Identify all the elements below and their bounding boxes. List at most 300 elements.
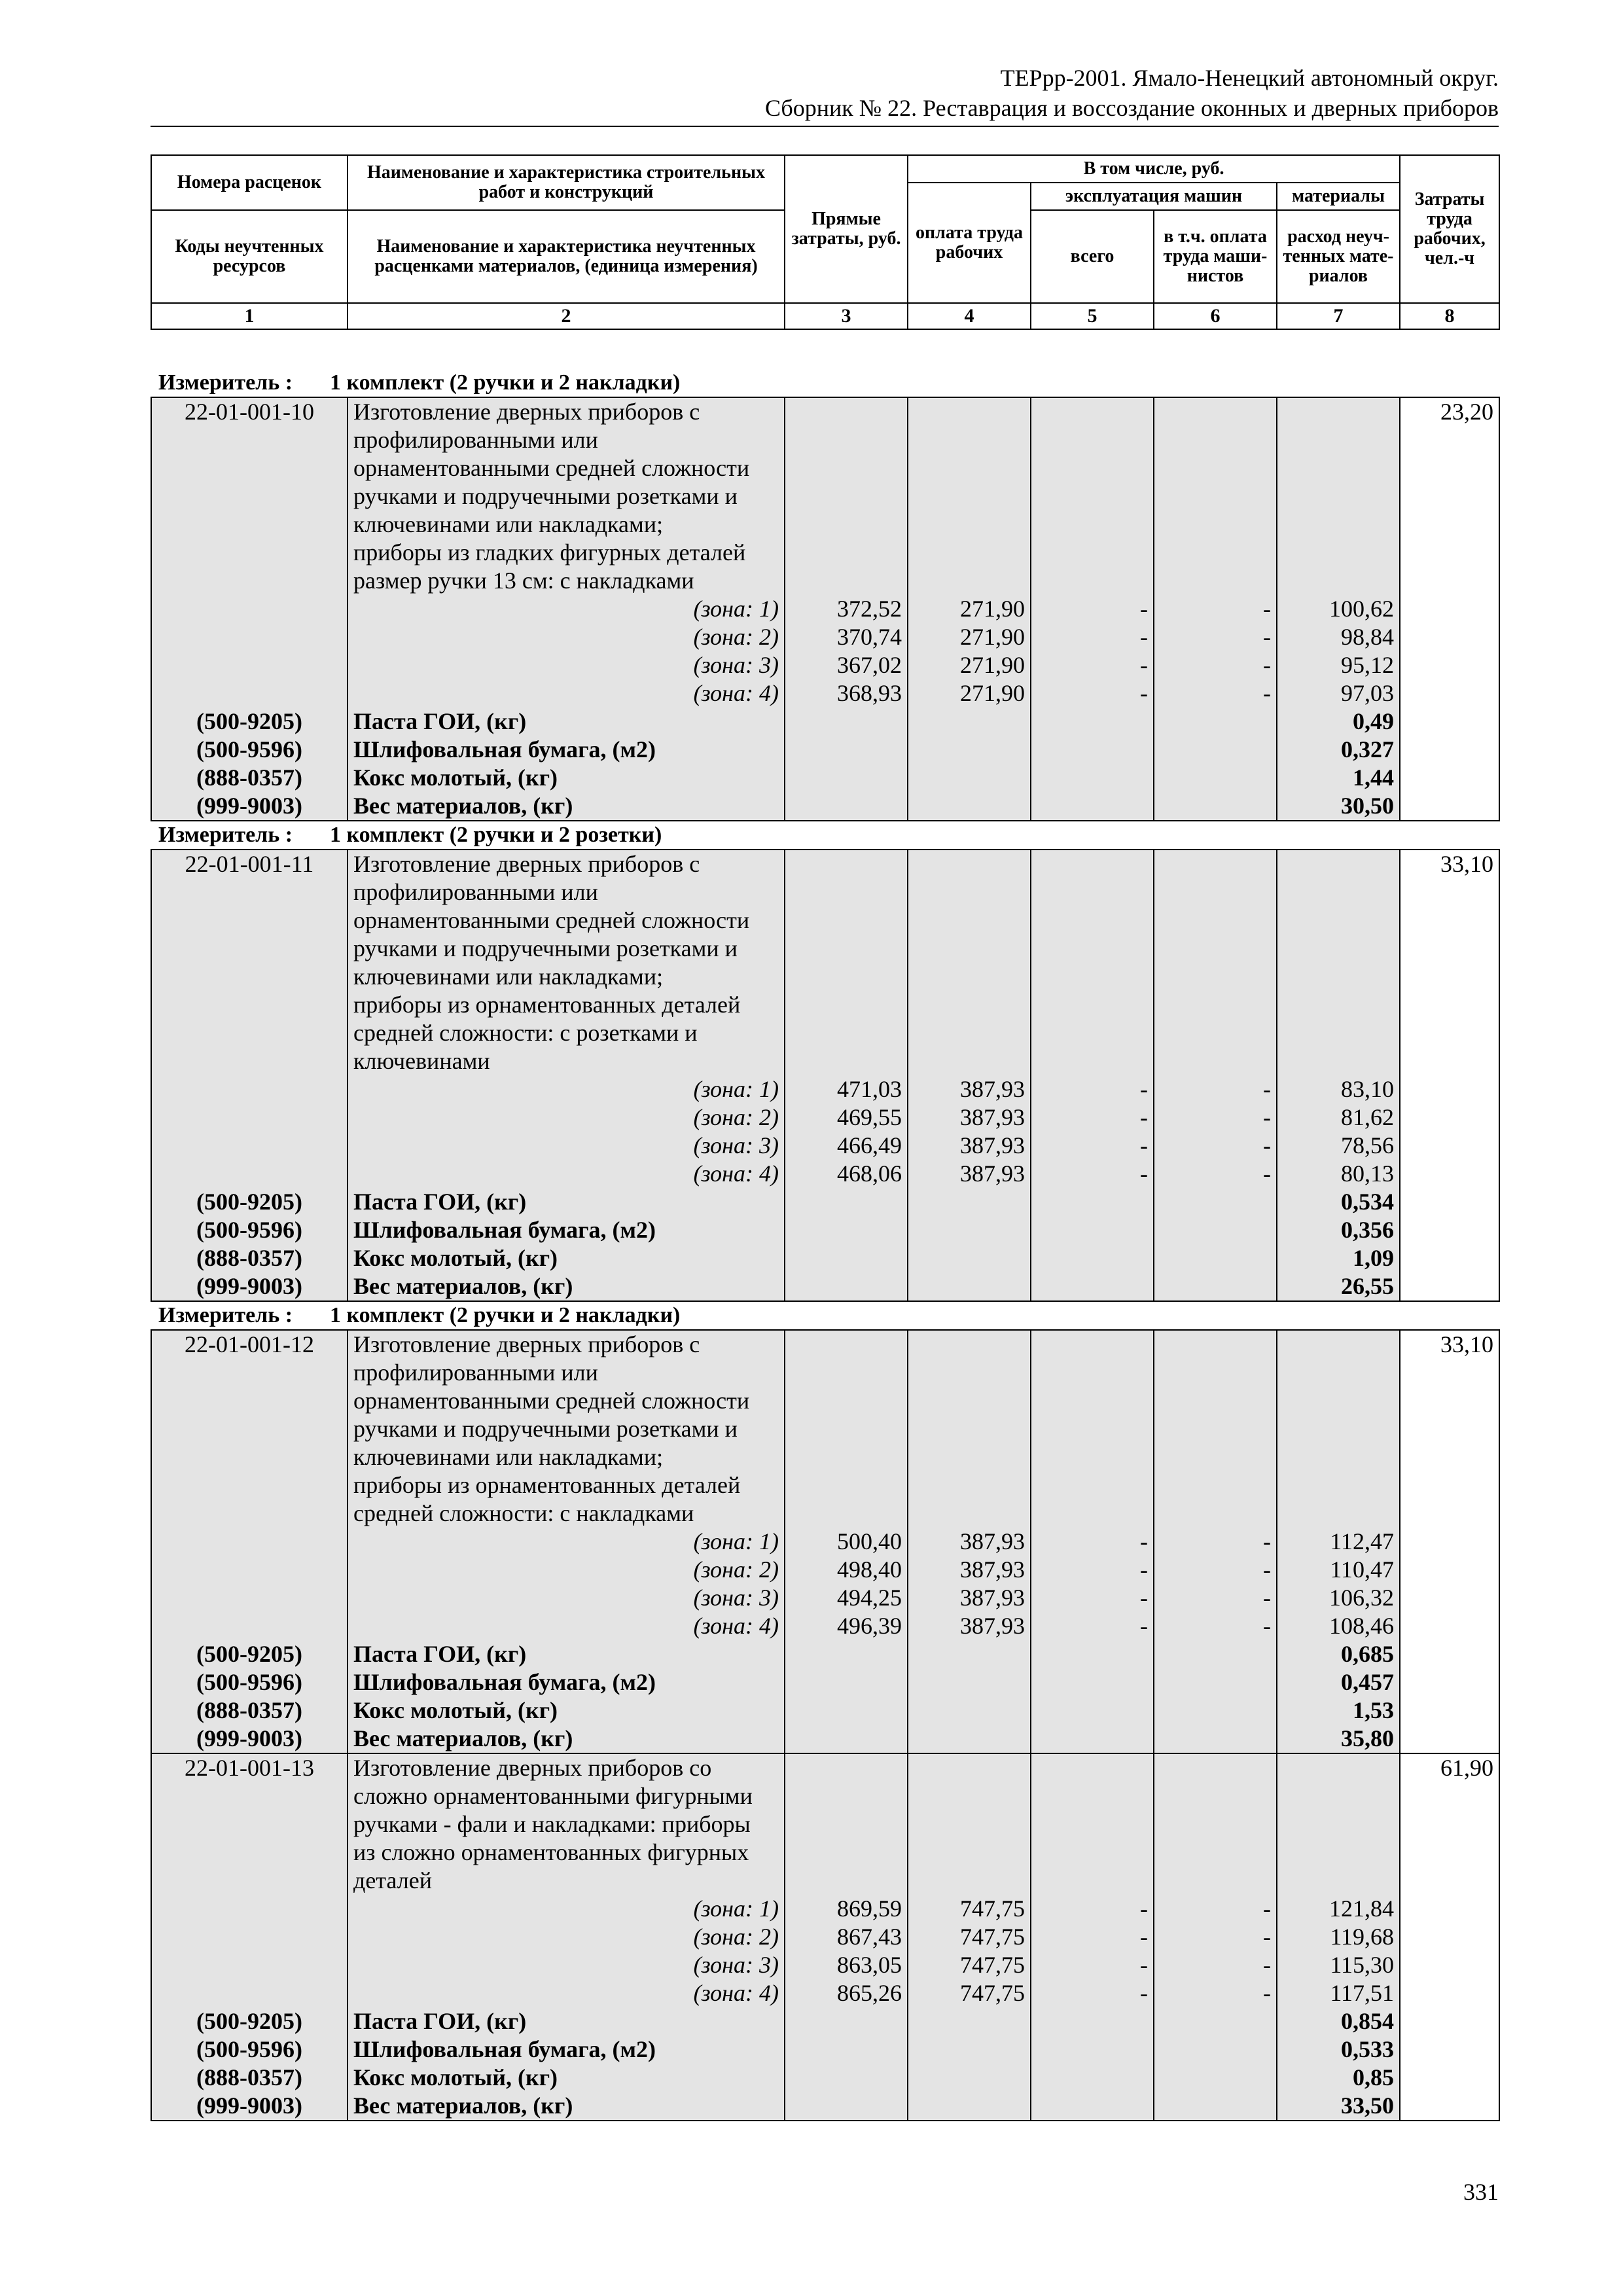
materials-value: 115,30 xyxy=(1330,1952,1394,1978)
rate-description-line: профилированными или xyxy=(353,879,598,905)
machinist-wages-value: - xyxy=(1263,1104,1271,1130)
resource-code: (500-9205) xyxy=(196,1641,302,1667)
machinist-wages-value: - xyxy=(1263,1556,1271,1583)
machinist-wages-value: - xyxy=(1263,680,1271,706)
blank-line xyxy=(1154,1331,1276,1359)
col-number: 2 xyxy=(348,303,785,329)
blank-line xyxy=(908,1782,1030,1810)
blank-line xyxy=(1154,1867,1276,1895)
machine-total-value: - xyxy=(1140,1980,1148,2006)
blank-line xyxy=(785,1415,907,1443)
blank-line xyxy=(1031,1810,1153,1839)
blank-line xyxy=(1031,1754,1153,1782)
blank-line xyxy=(1154,991,1276,1019)
blank-line xyxy=(908,1331,1030,1359)
rate-description-line: приборы из орнаментованных деталей xyxy=(353,992,741,1018)
resource-name: Кокс молотый, (кг) xyxy=(353,1697,558,1723)
rate-col-1 xyxy=(151,1753,348,2121)
worker-wages-value: 747,75 xyxy=(960,1980,1025,2006)
header-rule xyxy=(151,126,1499,127)
col-number: 3 xyxy=(785,303,908,329)
resource-name: Вес материалов, (кг) xyxy=(353,793,573,819)
zone-label: (зона: 3) xyxy=(693,652,779,678)
blank-line xyxy=(152,1867,347,1895)
rate-description-line: ключевинами или накладками; xyxy=(353,963,664,990)
machine-total-value: - xyxy=(1140,1104,1148,1130)
rate-col-7 xyxy=(1277,1330,1400,1753)
blank-line xyxy=(1031,1499,1153,1528)
rate-description-line: орнаментованными средней сложности xyxy=(353,455,750,481)
resource-code: (888-0357) xyxy=(196,1697,302,1723)
blank-line xyxy=(152,1612,347,1640)
blank-line xyxy=(785,482,907,511)
rates-table xyxy=(151,397,1500,821)
machine-total-value: - xyxy=(1140,1160,1148,1187)
blank-line xyxy=(1154,935,1276,963)
measure-unit-label: Измеритель : xyxy=(158,1303,293,1327)
blank-line xyxy=(1031,1415,1153,1443)
resource-name: Вес материалов, (кг) xyxy=(353,1725,573,1751)
resource-quantity: 1,53 xyxy=(1353,1697,1394,1723)
resource-name: Шлифовальная бумага, (м2) xyxy=(353,1217,656,1243)
rate-col-5 xyxy=(1031,850,1154,1301)
blank-line xyxy=(1154,539,1276,567)
resource-code: (500-9205) xyxy=(196,2008,302,2034)
machinist-wages-value: - xyxy=(1263,1528,1271,1554)
blank-line xyxy=(1154,906,1276,935)
materials-value: 112,47 xyxy=(1330,1528,1394,1554)
rate-description-line: деталей xyxy=(353,1867,432,1893)
blank-line xyxy=(785,991,907,1019)
resource-quantity: 0,356 xyxy=(1341,1217,1394,1243)
col-header-materials: материалы xyxy=(1277,183,1400,210)
rates-table xyxy=(151,1329,1500,2121)
zone-label: (зона: 3) xyxy=(693,1585,779,1611)
blank-line xyxy=(152,906,347,935)
blank-line xyxy=(152,539,347,567)
blank-line xyxy=(152,1019,347,1047)
resource-quantity: 1,44 xyxy=(1353,764,1394,791)
blank-line xyxy=(152,1499,347,1528)
blank-line xyxy=(152,1923,347,1951)
resource-code: (500-9205) xyxy=(196,708,302,734)
blank-line xyxy=(1154,1047,1276,1075)
resource-name: Паста ГОИ, (кг) xyxy=(353,708,527,734)
blank-line xyxy=(1031,454,1153,482)
resource-name: Шлифовальная бумага, (м2) xyxy=(353,2036,656,2062)
blank-line xyxy=(1031,511,1153,539)
measure-unit-row xyxy=(151,821,1499,849)
blank-line xyxy=(152,651,347,679)
zone-label: (зона: 4) xyxy=(693,1613,779,1639)
worker-wages-value: 747,75 xyxy=(960,1895,1025,1922)
direct-cost-value: 469,55 xyxy=(837,1104,902,1130)
col-header-resource-codes: Коды неучтенных ресурсов xyxy=(151,210,348,303)
labor-cost-value: 33,10 xyxy=(1440,851,1493,877)
rate-col-7 xyxy=(1277,397,1400,821)
blank-line xyxy=(152,963,347,991)
zone-label: (зона: 2) xyxy=(693,624,779,650)
resource-quantity: 0,457 xyxy=(1341,1669,1394,1695)
col-header-material-usage: расход неуч-тенных мате-риалов xyxy=(1277,210,1400,303)
machine-total-value: - xyxy=(1140,1528,1148,1554)
col-header-machine-operation: эксплуатация машин xyxy=(1031,183,1277,210)
blank-line xyxy=(1277,1754,1399,1782)
blank-line xyxy=(152,1810,347,1839)
zone-label: (зона: 1) xyxy=(693,596,779,622)
resource-name: Вес материалов, (кг) xyxy=(353,1273,573,1299)
worker-wages-value: 271,90 xyxy=(960,596,1025,622)
zone-label: (зона: 3) xyxy=(693,1132,779,1158)
rate-col-5 xyxy=(1031,397,1154,821)
blank-line xyxy=(1154,1471,1276,1499)
blank-line xyxy=(1154,850,1276,878)
machinist-wages-value: - xyxy=(1263,624,1271,650)
blank-line xyxy=(1154,878,1276,906)
blank-line xyxy=(1154,1443,1276,1471)
materials-value: 100,62 xyxy=(1329,596,1394,622)
resource-quantity: 0,685 xyxy=(1341,1641,1394,1667)
worker-wages-value: 387,93 xyxy=(960,1132,1025,1158)
worker-wages-value: 387,93 xyxy=(960,1076,1025,1102)
rate-col-7 xyxy=(1277,850,1400,1301)
blank-line xyxy=(1154,1754,1276,1782)
blank-line xyxy=(1277,398,1399,426)
blank-line xyxy=(785,963,907,991)
materials-value: 80,13 xyxy=(1341,1160,1394,1187)
blank-line xyxy=(152,1782,347,1810)
blank-line xyxy=(1154,1387,1276,1415)
worker-wages-value: 271,90 xyxy=(960,624,1025,650)
blank-line xyxy=(1277,1471,1399,1499)
blank-line xyxy=(785,1047,907,1075)
rate-description-line: ключевинами или накладками; xyxy=(353,1444,664,1470)
blank-line xyxy=(908,878,1030,906)
blank-line xyxy=(1277,850,1399,878)
blank-line xyxy=(785,511,907,539)
blank-line xyxy=(152,1895,347,1923)
blank-line xyxy=(785,398,907,426)
blank-line xyxy=(908,539,1030,567)
rate-col-6 xyxy=(1154,850,1277,1301)
rate-code: 22-01-001-13 xyxy=(185,1755,314,1781)
blank-line xyxy=(1031,567,1153,595)
resource-code: (999-9003) xyxy=(196,793,302,819)
blank-line xyxy=(1031,935,1153,963)
rate-row xyxy=(151,1330,1499,1753)
rate-col-7 xyxy=(1277,1753,1400,2121)
machine-total-value: - xyxy=(1140,624,1148,650)
measure-unit-value: 1 комплект (2 ручки и 2 розетки) xyxy=(330,823,662,847)
rate-description-line: орнаментованными средней сложности xyxy=(353,1388,750,1414)
blank-line xyxy=(1277,1810,1399,1839)
blank-line xyxy=(1277,1415,1399,1443)
machinist-wages-value: - xyxy=(1263,1160,1271,1187)
rate-description-line: Изготовление дверных приборов с xyxy=(353,851,700,877)
rate-col-2 xyxy=(348,1753,785,2121)
blank-line xyxy=(1031,1471,1153,1499)
page-number: 331 xyxy=(1463,2179,1499,2205)
machine-total-value: - xyxy=(1140,1076,1148,1102)
machine-total-value: - xyxy=(1140,1613,1148,1639)
col-number: 7 xyxy=(1277,303,1400,329)
blank-line xyxy=(1277,567,1399,595)
rate-description-line: средней сложности: с накладками xyxy=(353,1500,694,1526)
materials-value: 119,68 xyxy=(1330,1924,1394,1950)
blank-line xyxy=(908,1443,1030,1471)
blank-line xyxy=(785,1331,907,1359)
blank-line xyxy=(152,426,347,454)
resource-code: (888-0357) xyxy=(196,2064,302,2090)
blank-line xyxy=(1031,1047,1153,1075)
worker-wages-value: 271,90 xyxy=(960,652,1025,678)
rate-col-2 xyxy=(348,1330,785,1753)
rate-col-1 xyxy=(151,850,348,1301)
blank-line xyxy=(785,1499,907,1528)
blank-line xyxy=(908,1471,1030,1499)
blank-line xyxy=(152,1359,347,1387)
rate-col-6 xyxy=(1154,1753,1277,2121)
resource-name: Кокс молотый, (кг) xyxy=(353,1245,558,1271)
blank-line xyxy=(1154,426,1276,454)
col-header-direct-costs: Прямые затраты, руб. xyxy=(785,155,908,303)
blank-line xyxy=(908,1810,1030,1839)
blank-line xyxy=(152,1556,347,1584)
labor-cost-value: 61,90 xyxy=(1440,1755,1493,1781)
rate-description-line: профилированными или xyxy=(353,427,598,453)
worker-wages-value: 387,93 xyxy=(960,1104,1025,1130)
resource-quantity: 0,854 xyxy=(1341,2008,1394,2034)
blank-line xyxy=(785,878,907,906)
measure-unit-value: 1 комплект (2 ручки и 2 накладки) xyxy=(330,1303,681,1327)
rate-col-1 xyxy=(151,1330,348,1753)
rate-col-4 xyxy=(908,397,1031,821)
machine-total-value: - xyxy=(1140,1556,1148,1583)
blank-line xyxy=(1031,878,1153,906)
machinist-wages-value: - xyxy=(1263,1613,1271,1639)
blank-line xyxy=(152,878,347,906)
blank-line xyxy=(1154,1782,1276,1810)
direct-cost-value: 496,39 xyxy=(837,1613,902,1639)
rate-description-line: средней сложности: с розетками и xyxy=(353,1020,698,1046)
machinist-wages-value: - xyxy=(1263,1132,1271,1158)
blank-line xyxy=(908,1499,1030,1528)
materials-value: 98,84 xyxy=(1341,624,1394,650)
rate-col-5 xyxy=(1031,1753,1154,2121)
page-header xyxy=(151,63,1499,123)
rate-col-3 xyxy=(785,1753,908,2121)
blank-line xyxy=(1031,1359,1153,1387)
direct-cost-value: 471,03 xyxy=(837,1076,902,1102)
rate-description-line: ручками и подручечными розетками и xyxy=(353,483,738,509)
blank-line xyxy=(908,482,1030,511)
blank-line xyxy=(152,679,347,708)
rate-description-line: Изготовление дверных приборов с xyxy=(353,1331,700,1357)
blank-line xyxy=(1277,1499,1399,1528)
blank-line xyxy=(152,511,347,539)
zone-label: (зона: 1) xyxy=(693,1528,779,1554)
resource-quantity: 0,534 xyxy=(1341,1189,1394,1215)
col-number: 8 xyxy=(1400,303,1499,329)
rate-description-line: приборы из гладких фигурных деталей xyxy=(353,539,746,565)
rate-description-line: ручками и подручечными розетками и xyxy=(353,1416,738,1442)
blank-line xyxy=(1277,1331,1399,1359)
blank-line xyxy=(908,511,1030,539)
blank-line xyxy=(152,1415,347,1443)
blank-line xyxy=(1154,567,1276,595)
blank-line xyxy=(908,991,1030,1019)
blank-line xyxy=(152,1839,347,1867)
blank-line xyxy=(1154,1019,1276,1047)
resource-name: Паста ГОИ, (кг) xyxy=(353,2008,527,2034)
zone-label: (зона: 3) xyxy=(693,1952,779,1978)
blank-line xyxy=(1154,482,1276,511)
machinist-wages-value: - xyxy=(1263,1924,1271,1950)
col-header-work-name: Наименование и характеристика строительных работ и конструкций xyxy=(348,155,785,210)
blank-line xyxy=(785,1867,907,1895)
blank-line xyxy=(908,963,1030,991)
blank-line xyxy=(785,850,907,878)
resource-code: (500-9596) xyxy=(196,1669,302,1695)
blank-line xyxy=(1031,539,1153,567)
blank-line xyxy=(152,1132,347,1160)
blank-line xyxy=(908,935,1030,963)
materials-value: 95,12 xyxy=(1341,652,1394,678)
blank-line xyxy=(1277,1867,1399,1895)
blank-line xyxy=(1277,482,1399,511)
blank-line xyxy=(1277,511,1399,539)
rate-description-line: орнаментованными средней сложности xyxy=(353,907,750,933)
machinist-wages-value: - xyxy=(1263,1895,1271,1922)
blank-line xyxy=(152,595,347,623)
blank-line xyxy=(1277,1359,1399,1387)
resource-name: Паста ГОИ, (кг) xyxy=(353,1189,527,1215)
rate-col-8 xyxy=(1400,850,1499,1301)
blank-line xyxy=(152,1951,347,1979)
direct-cost-value: 466,49 xyxy=(837,1132,902,1158)
blank-line xyxy=(908,1387,1030,1415)
blank-line xyxy=(908,1047,1030,1075)
blank-line xyxy=(152,1528,347,1556)
worker-wages-value: 387,93 xyxy=(960,1160,1025,1187)
resource-code: (999-9003) xyxy=(196,1273,302,1299)
zone-label: (зона: 2) xyxy=(693,1556,779,1583)
resource-name: Паста ГОИ, (кг) xyxy=(353,1641,527,1667)
blank-line xyxy=(1277,1443,1399,1471)
rate-col-4 xyxy=(908,1330,1031,1753)
blank-line xyxy=(908,850,1030,878)
zone-label: (зона: 4) xyxy=(693,1980,779,2006)
direct-cost-value: 867,43 xyxy=(837,1924,902,1950)
rate-description-line: ключевинами xyxy=(353,1048,490,1074)
blank-line xyxy=(152,567,347,595)
col-header-group-including: В том числе, руб. xyxy=(908,155,1400,183)
blank-line xyxy=(1277,878,1399,906)
col-number: 1 xyxy=(151,303,348,329)
blank-line xyxy=(152,1160,347,1188)
blank-line xyxy=(785,567,907,595)
resource-code: (500-9205) xyxy=(196,1189,302,1215)
resource-quantity: 0,49 xyxy=(1353,708,1394,734)
rate-col-6 xyxy=(1154,1330,1277,1753)
worker-wages-value: 387,93 xyxy=(960,1528,1025,1554)
blank-line xyxy=(152,935,347,963)
resource-code: (999-9003) xyxy=(196,2092,302,2119)
blank-line xyxy=(1031,1019,1153,1047)
materials-value: 108,46 xyxy=(1329,1613,1394,1639)
rate-description-line: размер ручки 13 см: с накладками xyxy=(353,567,694,594)
direct-cost-value: 372,52 xyxy=(837,596,902,622)
labor-cost-value: 23,20 xyxy=(1440,399,1493,425)
blank-line xyxy=(152,1103,347,1132)
zone-label: (зона: 1) xyxy=(693,1895,779,1922)
direct-cost-value: 869,59 xyxy=(837,1895,902,1922)
blank-line xyxy=(1154,398,1276,426)
blank-line xyxy=(785,1019,907,1047)
col-header-material-name: Наименование и характеристика неучтенных расценками материалов, (единица измерения) xyxy=(348,210,785,303)
rate-col-3 xyxy=(785,1330,908,1753)
materials-value: 81,62 xyxy=(1341,1104,1394,1130)
resource-code: (888-0357) xyxy=(196,1245,302,1271)
resource-quantity: 33,50 xyxy=(1341,2092,1394,2119)
blank-line xyxy=(908,1359,1030,1387)
blank-line xyxy=(152,1584,347,1612)
blank-line xyxy=(152,1047,347,1075)
worker-wages-value: 387,93 xyxy=(960,1585,1025,1611)
machinist-wages-value: - xyxy=(1263,1076,1271,1102)
materials-value: 121,84 xyxy=(1329,1895,1394,1922)
blank-line xyxy=(908,454,1030,482)
blank-line xyxy=(785,1839,907,1867)
resource-name: Вес материалов, (кг) xyxy=(353,2092,573,2119)
blank-line xyxy=(1277,963,1399,991)
worker-wages-value: 387,93 xyxy=(960,1613,1025,1639)
blank-line xyxy=(785,1471,907,1499)
blank-line xyxy=(152,1443,347,1471)
rate-col-8 xyxy=(1400,1753,1499,2121)
blank-line xyxy=(1277,1019,1399,1047)
rate-col-8 xyxy=(1400,1330,1499,1753)
machine-total-value: - xyxy=(1140,596,1148,622)
rate-row xyxy=(151,397,1499,821)
materials-value: 97,03 xyxy=(1341,680,1394,706)
rates-content xyxy=(151,369,1499,2121)
rate-description-line: ключевинами или накладками; xyxy=(353,511,664,537)
machinist-wages-value: - xyxy=(1263,1980,1271,2006)
direct-cost-value: 498,40 xyxy=(837,1556,902,1583)
blank-line xyxy=(152,1471,347,1499)
worker-wages-value: 747,75 xyxy=(960,1952,1025,1978)
blank-line xyxy=(785,426,907,454)
resource-quantity: 26,55 xyxy=(1341,1273,1394,1299)
blank-line xyxy=(1277,906,1399,935)
blank-line xyxy=(1277,991,1399,1019)
resource-code: (500-9596) xyxy=(196,736,302,762)
machinist-wages-value: - xyxy=(1263,652,1271,678)
rate-col-4 xyxy=(908,1753,1031,2121)
worker-wages-value: 747,75 xyxy=(960,1924,1025,1950)
machine-total-value: - xyxy=(1140,1924,1148,1950)
blank-line xyxy=(908,1867,1030,1895)
resource-name: Шлифовальная бумага, (м2) xyxy=(353,1669,656,1695)
header-line-2: Сборник № 22. Реставрация и воссоздание оконных и дверных приборов xyxy=(764,95,1499,121)
blank-line xyxy=(908,426,1030,454)
resource-name: Кокс молотый, (кг) xyxy=(353,764,558,791)
materials-value: 117,51 xyxy=(1330,1980,1394,2006)
rate-row xyxy=(151,850,1499,1301)
blank-line xyxy=(1154,454,1276,482)
resource-quantity: 35,80 xyxy=(1341,1725,1394,1751)
